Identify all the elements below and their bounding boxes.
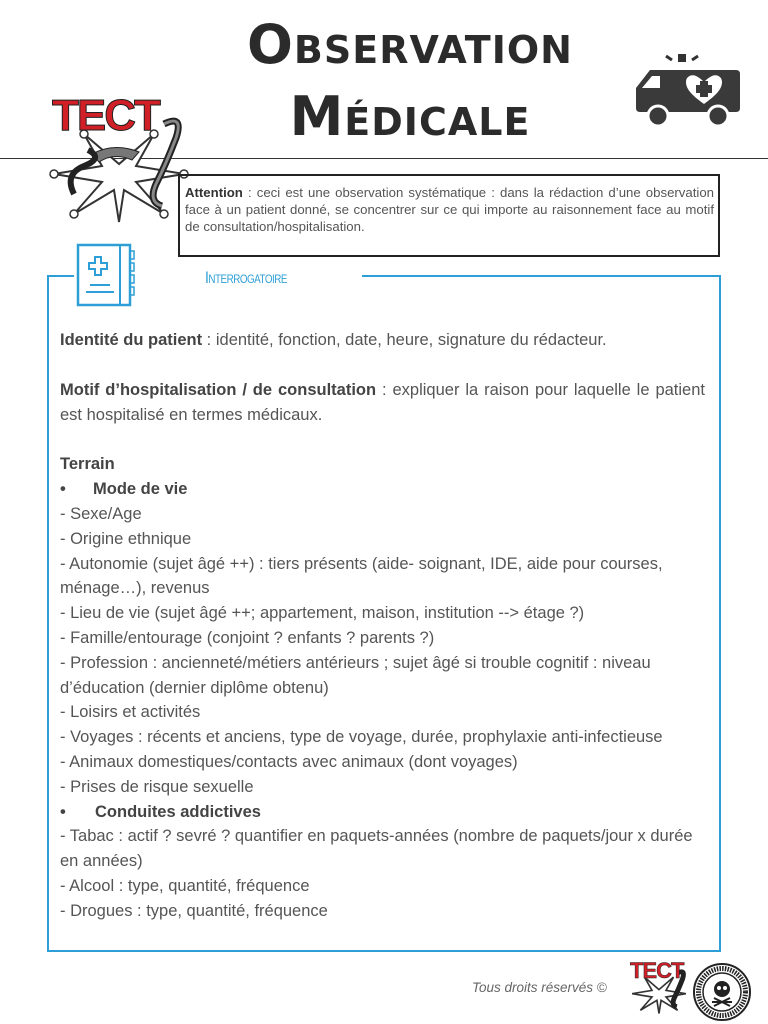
list-item: - Loisirs et activités [60, 703, 201, 722]
list-item: - Origine ethnique [60, 529, 192, 548]
identite-text: : identité, fonction, date, heure, signature du rédacteur. [202, 331, 607, 349]
list-item: - Profession : ancienneté/métiers antérieurs ; sujet âgé si trouble cognitif : niveau d’éducation (dernier diplôme obtenu) [60, 653, 651, 697]
list-item: - Animaux domestiques/contacts avec animaux (dont voyages) [60, 752, 518, 771]
bullet-mode-label: Mode de vie [93, 480, 188, 499]
identite-label: Identité du patient [60, 331, 203, 349]
tect-logo-small [628, 960, 690, 1015]
logo-small-text: TECT [630, 958, 684, 983]
motif-label: Motif d’hospitalisation / de consultation [60, 380, 377, 399]
list-item: - Drogues : type, quantité, fréquence [60, 901, 328, 920]
attention-text: : ceci est une observation systématique : dans la rédaction d’une observation face à un patient donné, se concentrer sur ce qui importe au raisonnement face au motif de consultation/hospitalisation. [185, 185, 714, 234]
bullet-conduites-addictives: • Conduites addictives [60, 802, 261, 821]
attention-label: Attention [185, 185, 243, 200]
list-item: - Autonomie (sujet âgé ++) : tiers présents (aide- soignant, IDE, aide pour courses, ménage…), revenus [60, 554, 663, 598]
section-title: Interrogatoire [205, 268, 287, 287]
identite-paragraph [60, 328, 705, 353]
list-item: - Lieu de vie (sujet âgé ++; appartement, maison, institution --> étage ?) [60, 604, 585, 623]
page-title-line2: Médicale [289, 85, 531, 148]
logo-text: TECT [52, 91, 159, 140]
section-border-left [47, 275, 75, 277]
list-item: - Famille/entourage (conjoint ? enfants ? parents ?) [60, 628, 435, 647]
list-item: - Voyages : récents et anciens, type de voyage, durée, prophylaxie anti-infectieuse [60, 728, 663, 747]
motif-paragraph [60, 378, 705, 428]
attention-box [178, 174, 720, 257]
list-item: - Tabac : actif ? sevré ? quantifier en paquets-années (nombre de paquets/jour x durée en années) [60, 827, 693, 871]
tect-logo [44, 91, 194, 224]
page-title-line1: Observation [247, 13, 573, 76]
list-item: - Sexe/Age [60, 504, 142, 523]
list-item: - Alcool : type, quantité, fréquence [60, 876, 310, 895]
association-seal-icon [692, 962, 752, 1022]
copyright-text: Tous droits réservés © [472, 980, 607, 995]
motif-text: : expliquer la raison pour laquelle le patient est hospitalisé en termes médicaux. [60, 380, 705, 424]
ambulance-heart-icon [632, 48, 742, 132]
list-item: - Prises de risque sexuelle [60, 777, 254, 796]
bullet-addict-label: Conduites addictives [95, 802, 261, 821]
section-border-right [362, 275, 721, 277]
medical-document-icon [74, 243, 138, 309]
terrain-heading: Terrain [60, 455, 115, 474]
bullet-mode-de-vie: • Mode de vie [60, 480, 188, 499]
section-content [60, 328, 705, 924]
